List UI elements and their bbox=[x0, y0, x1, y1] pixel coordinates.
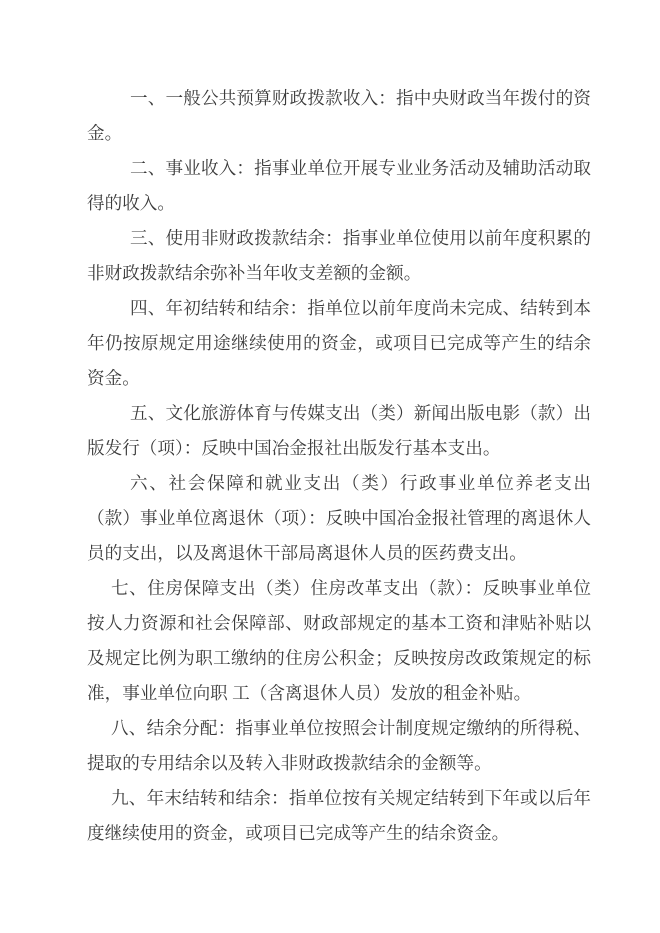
para-surplus-distribution: 八、结余分配：指事业单位按照会计制度规定缴纳的所得税、提取的专用结余以及转入非财政拨款结余的金额等。 bbox=[87, 718, 591, 773]
para-social-security-employment-expenditure: 六、社会保障和就业支出（类）行政事业单位养老支出（款）事业单位离退休（项）：反映中国冶金报社管理的离退休人员的支出，以及离退休干部局离退休人员的医药费支出。 bbox=[87, 473, 591, 563]
para-culture-tourism-media-expenditure: 五、文化旅游体育与传媒支出（类）新闻出版电影（款）出版发行（项）：反映中国冶金报社出版发行基本支出。 bbox=[87, 403, 591, 458]
para-general-public-budget-revenue: 一、一般公共预算财政拨款收入：指中央财政当年拨付的资金。 bbox=[87, 88, 591, 143]
para-use-of-non-fiscal-carryover: 三、使用非财政拨款结余：指事业单位使用以前年度积累的非财政拨款结余弥补当年收支差额的金额。 bbox=[87, 228, 591, 283]
para-operating-revenue: 二、事业收入：指事业单位开展专业业务活动及辅助活动取得的收入。 bbox=[87, 158, 591, 213]
para-beginning-year-carryover: 四、年初结转和结余：指单位以前年度尚未完成、结转到本年仍按原规定用途继续使用的资金，或项目已完成等产生的结余资金。 bbox=[87, 298, 591, 388]
para-housing-security-expenditure: 七、住房保障支出（类）住房改革支出（款）：反映事业单位按人力资源和社会保障部、财政部规定的基本工资和津贴补贴以及规定比例为职工缴纳的住房公积金；反映按房改政策规定的标准，事业单位向职 工（含离退休人员）发放的租金补贴。 bbox=[87, 578, 591, 703]
para-year-end-carryover: 九、年末结转和结余：指单位按有关规定结转到下年或以后年度继续使用的资金，或项目已完成等产生的结余资金。 bbox=[87, 788, 591, 843]
document-body bbox=[87, 81, 591, 851]
